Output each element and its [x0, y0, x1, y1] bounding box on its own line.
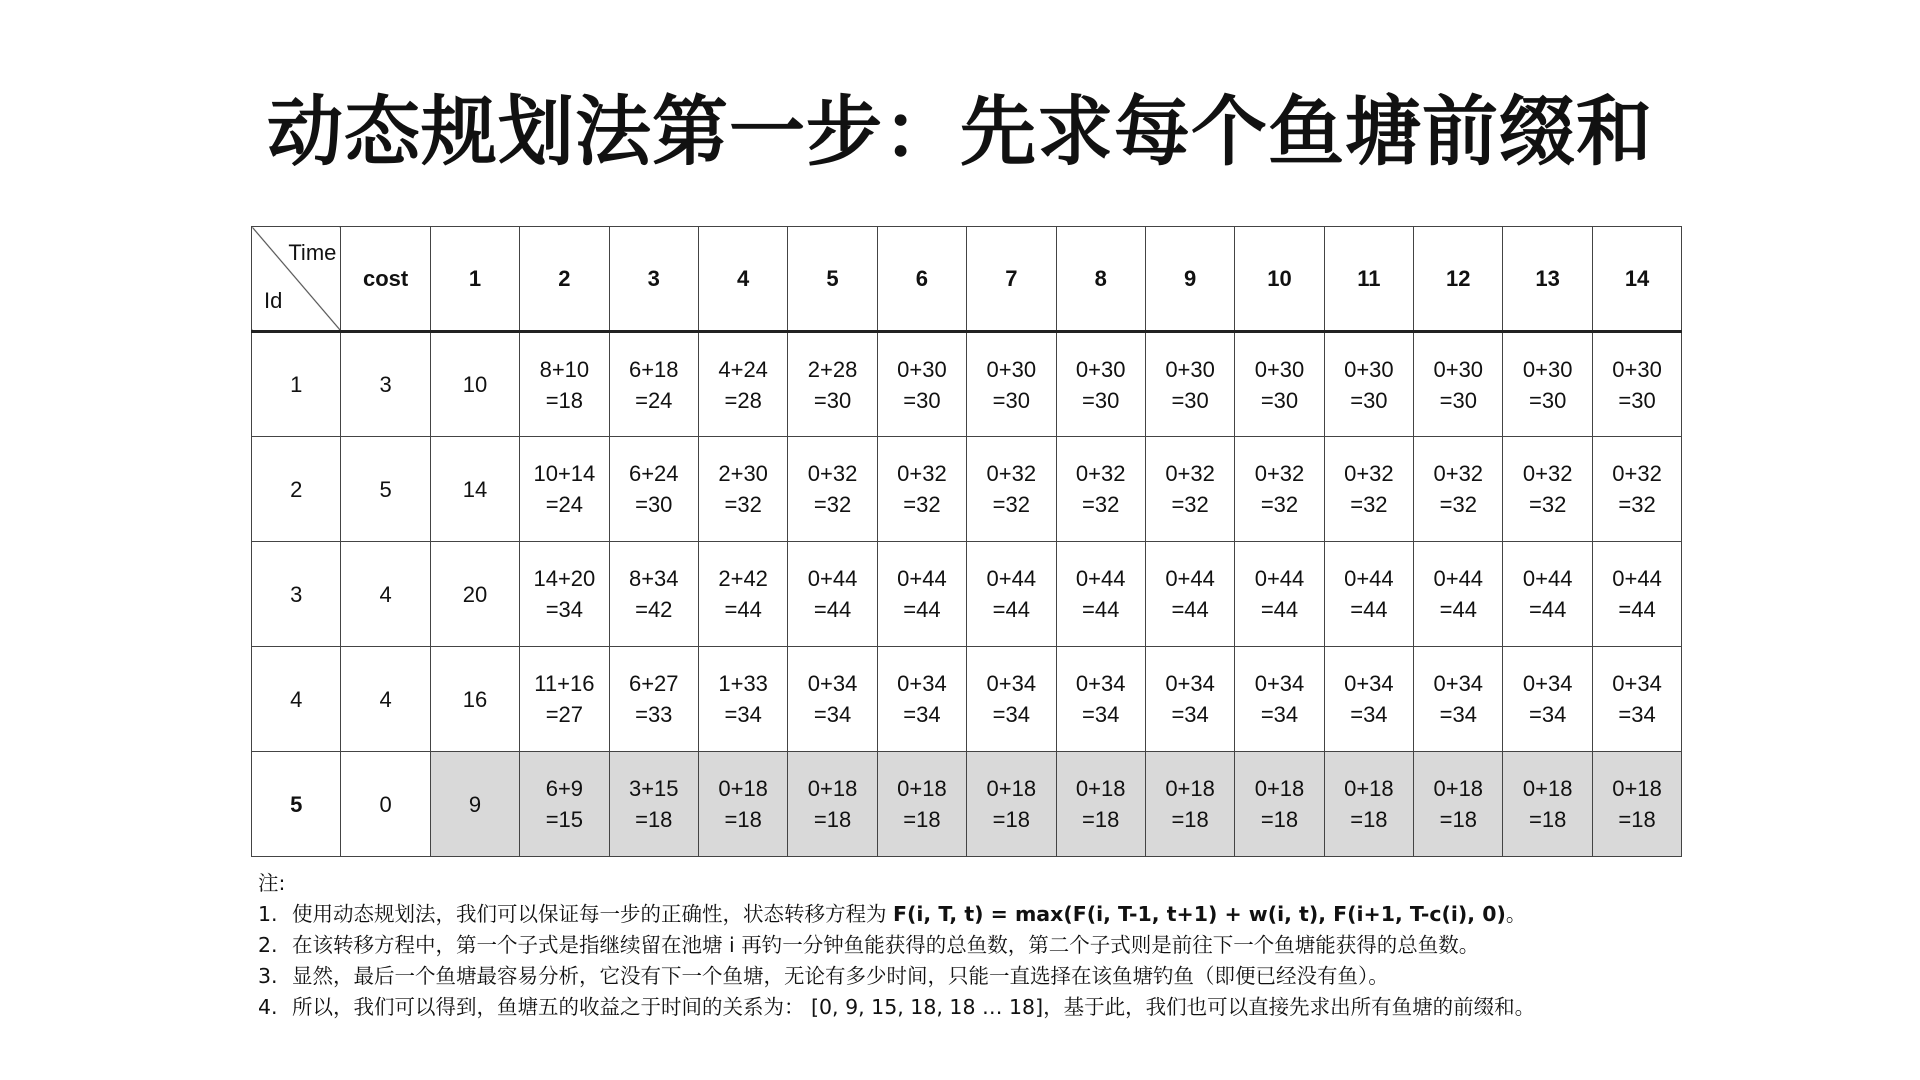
prefix-sum-cell	[1503, 542, 1592, 647]
cell-expression: 0+34	[897, 671, 947, 696]
cell-expression: 0+30	[1254, 356, 1305, 382]
cell-result: =34	[1260, 702, 1299, 727]
row-cost-cell: 3	[341, 332, 430, 437]
prefix-sum-cell	[788, 752, 877, 857]
cell-result: =30	[1529, 387, 1567, 413]
cell-expression: 0+44	[1075, 566, 1126, 591]
cell-expression: 2+30	[718, 461, 768, 486]
cell-result: =34	[1171, 702, 1209, 727]
prefix-sum-cell	[1145, 752, 1234, 857]
cell-expression: 0+18	[1254, 776, 1305, 801]
cell-result: =44	[724, 597, 762, 622]
prefix-sum-cell	[1414, 752, 1503, 857]
prefix-sum-cell	[788, 437, 877, 542]
prefix-sum-cell	[1235, 332, 1324, 437]
prefix-sum-cell	[430, 647, 519, 752]
cell-result: =32	[992, 492, 1030, 517]
note-item	[258, 992, 1898, 1023]
cell-expression: 0+44	[1165, 566, 1215, 591]
time-header-14: 14	[1592, 227, 1681, 332]
cell-result: =18	[545, 387, 584, 413]
time-header-4: 4	[698, 227, 787, 332]
cell-result: =18	[1618, 807, 1656, 832]
note-formula: F(i, T, t) = max(F(i, T-1, t+1) + w(i, t), F(i+1, T-c(i), 0)	[893, 902, 1506, 926]
note-text: 使用动态规划法，我们可以保证每一步的正确性，状态转移方程为	[292, 902, 894, 926]
cell-expression: 0+18	[897, 776, 947, 801]
cell-expression: 3+15	[628, 776, 679, 801]
cell-result: =15	[545, 807, 584, 832]
row-id-cell: 3	[252, 542, 341, 647]
prefix-sum-cell	[1145, 437, 1234, 542]
cell-result: =30	[1260, 387, 1299, 413]
note-tail: 。	[1505, 902, 1527, 926]
prefix-sum-cell	[877, 647, 966, 752]
prefix-sum-cell	[430, 332, 519, 437]
prefix-sum-cell	[1414, 332, 1503, 437]
cell-result: =34	[903, 702, 941, 727]
prefix-sum-cell	[1592, 752, 1681, 857]
prefix-sum-table	[251, 226, 1682, 857]
prefix-sum-cell	[609, 647, 698, 752]
cell-expression: 0+30	[986, 356, 1037, 382]
cell-expression: 0+30	[1344, 356, 1394, 382]
cell-expression: 10	[462, 372, 488, 397]
prefix-sum-cell	[609, 332, 698, 437]
prefix-sum-cell	[1056, 332, 1145, 437]
prefix-sum-cell	[1324, 542, 1413, 647]
cell-result: =18	[724, 807, 762, 832]
prefix-sum-cell	[1414, 542, 1503, 647]
prefix-sum-cell	[1503, 437, 1592, 542]
cell-expression: 0+32	[1433, 461, 1484, 486]
cell-expression: 16	[462, 686, 488, 712]
cell-expression: 0+30	[1075, 356, 1126, 382]
table-header-row	[252, 227, 1682, 332]
prefix-sum-cell	[1592, 437, 1681, 542]
note-number: 4.	[258, 995, 278, 1019]
time-header-9: 9	[1145, 227, 1234, 332]
note-item	[258, 899, 1898, 930]
cell-expression: 0+18	[1612, 776, 1662, 801]
cell-result: =32	[724, 492, 762, 517]
prefix-sum-cell	[1235, 647, 1324, 752]
cell-result: =34	[992, 702, 1030, 727]
cell-result: =34	[813, 702, 852, 727]
row-id-cell: 1	[252, 332, 341, 437]
cell-result: =34	[1082, 702, 1120, 727]
cell-expression: 2+42	[718, 566, 768, 591]
note-item	[258, 961, 1898, 992]
prefix-sum-cell	[1056, 437, 1145, 542]
time-header-13: 13	[1503, 227, 1592, 332]
prefix-sum-cell	[877, 437, 966, 542]
cell-result: =34	[545, 597, 584, 622]
cell-expression: 0+34	[807, 671, 858, 696]
time-header-6: 6	[877, 227, 966, 332]
cell-expression: 0+32	[1165, 461, 1215, 486]
notes-section	[258, 868, 1898, 1023]
cell-expression: 0+44	[897, 566, 947, 591]
cell-expression: 6+27	[628, 671, 679, 696]
cell-result: =44	[1439, 597, 1477, 622]
time-header-12: 12	[1414, 227, 1503, 332]
cost-header: cost	[341, 227, 430, 332]
slide-title: 动态规划法第一步：先求每个鱼塘前缀和	[267, 87, 1653, 176]
cell-result: =32	[1171, 492, 1209, 517]
cell-result: =30	[992, 387, 1030, 413]
cell-expression: 0+32	[1522, 461, 1573, 486]
time-header-11: 11	[1324, 227, 1413, 332]
cell-expression: 20	[462, 581, 488, 607]
cell-expression: 0+32	[807, 461, 858, 486]
cell-result: =30	[1439, 387, 1477, 413]
cell-expression: 0+30	[1165, 356, 1215, 382]
cell-result: =44	[1260, 597, 1299, 622]
cell-result: =30	[635, 492, 673, 517]
prefix-sum-cell	[877, 332, 966, 437]
prefix-sum-cell	[609, 752, 698, 857]
cell-result: =24	[635, 387, 673, 413]
table-row	[252, 332, 1682, 437]
cell-expression: 0+18	[1075, 776, 1126, 801]
prefix-sum-cell	[1324, 437, 1413, 542]
corner-header-cell	[252, 227, 341, 332]
time-header-2: 2	[520, 227, 609, 332]
prefix-sum-cell	[1145, 542, 1234, 647]
row-cost-cell: 0	[341, 752, 430, 857]
prefix-sum-cell	[698, 647, 787, 752]
cell-expression: 6+9	[545, 776, 584, 801]
table-row	[252, 752, 1682, 857]
row-cost-cell: 4	[341, 542, 430, 647]
cell-expression: 0+34	[1522, 671, 1573, 696]
row-id-cell: 4	[252, 647, 341, 752]
cell-expression: 0+32	[986, 461, 1037, 486]
corner-id-label: Id	[264, 288, 283, 313]
cell-result: =32	[1260, 492, 1299, 517]
cell-expression: 8+34	[628, 566, 679, 591]
cell-result: =32	[813, 492, 852, 517]
cell-result: =32	[1439, 492, 1477, 517]
cell-expression: 0+34	[986, 671, 1037, 696]
prefix-sum-cell	[430, 542, 519, 647]
cell-expression: 0+18	[1433, 776, 1484, 801]
note-number: 1.	[258, 902, 278, 926]
cell-result: =30	[903, 387, 941, 413]
prefix-sum-cell	[520, 752, 609, 857]
cell-expression: 14	[462, 476, 488, 502]
prefix-sum-cell	[788, 647, 877, 752]
corner-time-label: Time	[288, 240, 337, 265]
note-item	[258, 930, 1898, 961]
cell-result: =44	[1529, 597, 1567, 622]
cell-expression: 0+44	[986, 566, 1037, 591]
cell-expression: 0+32	[1075, 461, 1126, 486]
row-id-cell: 5	[252, 752, 341, 857]
cell-expression: 0+34	[1075, 671, 1126, 696]
note-number: 2.	[258, 933, 278, 957]
cell-result: =30	[1350, 387, 1388, 413]
cell-result: =44	[1082, 597, 1120, 622]
prefix-sum-cell	[788, 542, 877, 647]
cell-expression: 9	[468, 791, 482, 817]
cell-result: =18	[635, 807, 673, 832]
cell-expression: 4+24	[718, 356, 768, 382]
cell-result: =18	[1529, 807, 1567, 832]
cell-result: =18	[1082, 807, 1120, 832]
cell-expression: 6+18	[628, 356, 679, 382]
prefix-sum-cell	[1056, 542, 1145, 647]
cell-result: =32	[1529, 492, 1567, 517]
prefix-sum-cell	[698, 437, 787, 542]
cell-result: =34	[1618, 702, 1656, 727]
prefix-sum-cell	[788, 332, 877, 437]
prefix-sum-cell	[1503, 752, 1592, 857]
prefix-sum-cell	[1324, 647, 1413, 752]
notes-heading: 注:	[258, 871, 286, 895]
prefix-sum-cell	[1324, 752, 1413, 857]
cell-expression: 0+34	[1254, 671, 1305, 696]
time-header-3: 3	[609, 227, 698, 332]
cell-expression: 0+44	[1344, 566, 1394, 591]
cell-result: =34	[1529, 702, 1567, 727]
prefix-sum-cell	[698, 752, 787, 857]
cell-result: =18	[1171, 807, 1209, 832]
cell-expression: 2+28	[807, 356, 858, 382]
prefix-sum-cell	[1503, 332, 1592, 437]
prefix-sum-cell	[1056, 647, 1145, 752]
prefix-sum-cell	[1414, 437, 1503, 542]
prefix-sum-cell	[609, 542, 698, 647]
prefix-sum-cell	[1592, 332, 1681, 437]
cell-expression: 0+32	[1612, 461, 1662, 486]
prefix-sum-cell	[520, 647, 609, 752]
cell-expression: 0+18	[986, 776, 1037, 801]
note-text: 显然，最后一个鱼塘最容易分析，它没有下一个鱼塘，无论有多少时间，只能一直选择在该鱼塘钓鱼（即便已经没有鱼）。	[292, 964, 1389, 988]
note-text: 在该转移方程中，第一个子式是指继续留在池塘 i 再钓一分钟鱼能获得的总鱼数，第二个子式则是前往下一个鱼塘能获得的总鱼数。	[292, 933, 1480, 957]
cell-expression: 10+14	[533, 461, 596, 486]
cell-result: =34	[1439, 702, 1477, 727]
cell-expression: 11+16	[534, 671, 595, 696]
cell-result: =44	[903, 597, 941, 622]
prefix-sum-cell	[1235, 542, 1324, 647]
cell-expression: 0+44	[1612, 566, 1662, 591]
cell-expression: 6+24	[628, 461, 679, 486]
cell-result: =18	[1350, 807, 1388, 832]
cell-expression: 0+30	[1522, 356, 1573, 382]
time-header-7: 7	[967, 227, 1056, 332]
row-id-cell: 2	[252, 437, 341, 542]
cell-result: =18	[903, 807, 941, 832]
prefix-sum-cell	[877, 752, 966, 857]
cell-result: =44	[1171, 597, 1209, 622]
prefix-sum-cell	[1235, 437, 1324, 542]
prefix-sum-cell	[1503, 647, 1592, 752]
cell-expression: 0+34	[1165, 671, 1215, 696]
cell-result: =44	[1350, 597, 1388, 622]
cell-result: =44	[813, 597, 852, 622]
cell-result: =32	[1082, 492, 1120, 517]
cell-result: =30	[1082, 387, 1120, 413]
table-row	[252, 437, 1682, 542]
cell-expression: 0+32	[1344, 461, 1394, 486]
cell-result: =24	[545, 492, 584, 517]
prefix-sum-cell	[1145, 332, 1234, 437]
row-cost-cell: 5	[341, 437, 430, 542]
cell-result: =32	[1350, 492, 1388, 517]
cell-result: =28	[724, 387, 762, 413]
cell-expression: 0+18	[718, 776, 768, 801]
cell-result: =33	[635, 702, 673, 727]
time-header-10: 10	[1235, 227, 1324, 332]
prefix-sum-cell	[1145, 647, 1234, 752]
prefix-sum-cell	[698, 542, 787, 647]
cell-expression: 0+44	[1522, 566, 1573, 591]
cell-result: =34	[724, 702, 762, 727]
cell-result: =18	[992, 807, 1030, 832]
prefix-sum-cell	[1592, 542, 1681, 647]
prefix-sum-cell	[1592, 647, 1681, 752]
cell-expression: 0+34	[1433, 671, 1484, 696]
cell-result: =30	[813, 387, 852, 413]
table-row	[252, 542, 1682, 647]
cell-result: =18	[813, 807, 852, 832]
prefix-sum-cell	[520, 542, 609, 647]
cell-expression: 0+18	[1522, 776, 1573, 801]
prefix-sum-cell	[967, 647, 1056, 752]
cell-expression: 0+30	[1612, 356, 1662, 382]
prefix-sum-cell	[1324, 332, 1413, 437]
prefix-sum-cell	[967, 542, 1056, 647]
prefix-sum-cell	[967, 437, 1056, 542]
cell-expression: 0+18	[1344, 776, 1394, 801]
prefix-sum-cell	[877, 542, 966, 647]
cell-result: =18	[1439, 807, 1477, 832]
cell-expression: 0+44	[1433, 566, 1484, 591]
prefix-sum-cell	[430, 437, 519, 542]
cell-expression: 8+10	[539, 356, 590, 382]
prefix-sum-cell	[1235, 752, 1324, 857]
prefix-sum-cell	[520, 437, 609, 542]
prefix-sum-cell	[967, 332, 1056, 437]
cell-result: =42	[635, 597, 673, 622]
cell-result: =44	[1618, 597, 1656, 622]
table-row	[252, 647, 1682, 752]
cell-result: =30	[1618, 387, 1656, 413]
cell-result: =34	[1350, 702, 1388, 727]
time-header-5: 5	[788, 227, 877, 332]
cell-expression: 1+33	[718, 671, 768, 696]
cell-expression: 0+32	[897, 461, 947, 486]
cell-expression: 0+34	[1612, 671, 1662, 696]
prefix-sum-cell	[609, 437, 698, 542]
cell-expression: 0+30	[897, 356, 947, 382]
row-cost-cell: 4	[341, 647, 430, 752]
cell-result: =44	[992, 597, 1030, 622]
prefix-sum-cell	[1056, 752, 1145, 857]
cell-expression: 14+20	[533, 566, 596, 591]
note-text: 所以，我们可以得到，鱼塘五的收益之于时间的关系为： [0, 9, 15, 18, 18 … 18]，基于此，我们也可以直接先求出所有鱼塘的前缀和。	[292, 995, 1536, 1019]
cell-result: =27	[545, 702, 584, 727]
cell-expression: 0+34	[1344, 671, 1394, 696]
time-header-8: 8	[1056, 227, 1145, 332]
cell-result: =18	[1260, 807, 1299, 832]
prefix-sum-cell	[967, 752, 1056, 857]
cell-result: =32	[903, 492, 941, 517]
cell-expression: 0+18	[807, 776, 858, 801]
prefix-sum-cell	[1414, 647, 1503, 752]
prefix-sum-cell	[698, 332, 787, 437]
time-header-1: 1	[430, 227, 519, 332]
cell-expression: 0+18	[1165, 776, 1215, 801]
cell-expression: 0+44	[807, 566, 858, 591]
note-number: 3.	[258, 964, 278, 988]
prefix-sum-cell	[430, 752, 519, 857]
prefix-sum-cell	[520, 332, 609, 437]
cell-expression: 0+44	[1254, 566, 1305, 591]
cell-result: =32	[1618, 492, 1656, 517]
cell-expression: 0+32	[1254, 461, 1305, 486]
cell-result: =30	[1171, 387, 1209, 413]
cell-expression: 0+30	[1433, 356, 1484, 382]
